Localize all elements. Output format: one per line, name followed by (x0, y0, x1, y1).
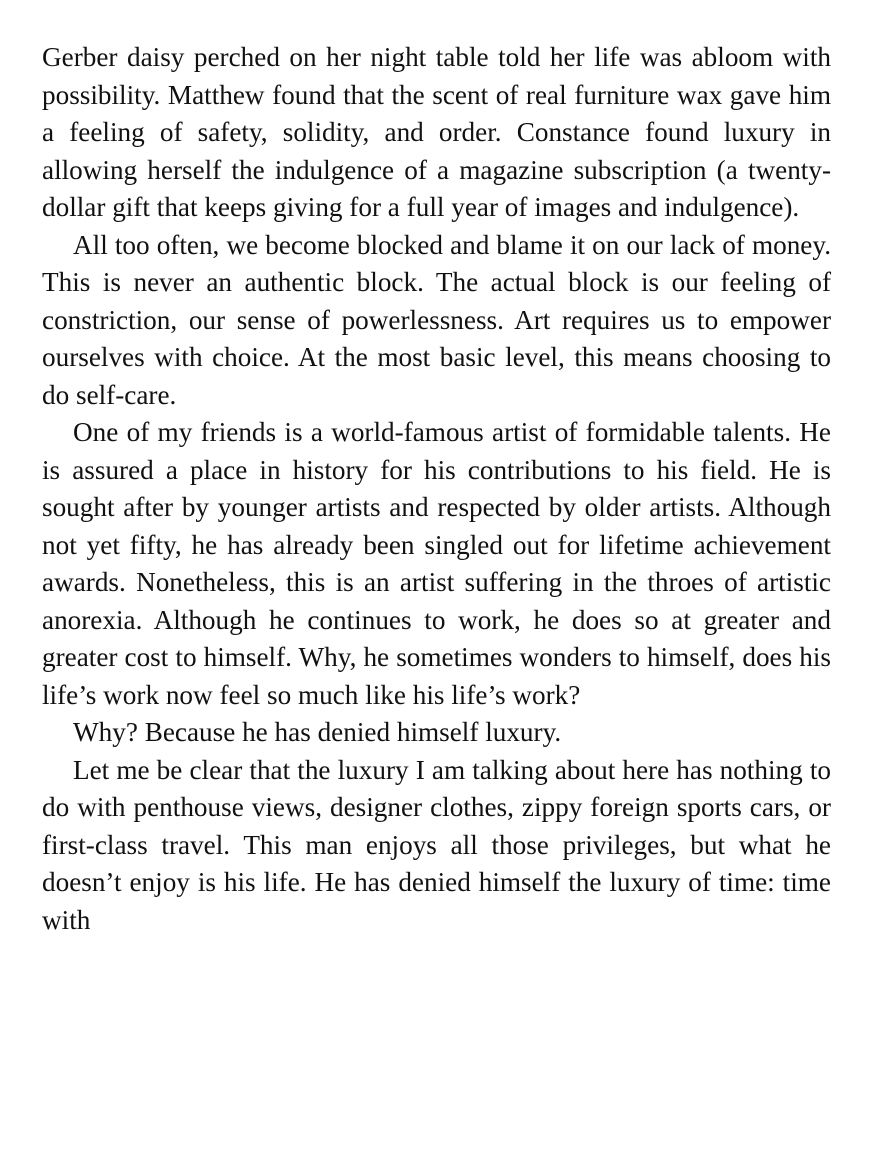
book-page (42, 39, 831, 939)
paragraph-blocked-by-money: All too often, we become blocked and blame it on our lack of money. This is never an authentic block. The actual block is our feeling of constriction, our sense of powerlessness. Art requires us to empower ourselves with choice. At the most basic level, this means choosing to do self-care. (42, 229, 831, 410)
paragraph-continued: Gerber daisy perched on her night table told her life was abloom with possibility. Matthew found that the scent of real furniture wax gave him a feeling of safety, solidity, and order. Constance found luxury in allowing herself the indulgence of a magazine subscription (a twenty-dollar gift that keeps giving for a full year of images and indulgence). (42, 42, 831, 222)
paragraph-famous-artist: One of my friends is a world-famous artist of formidable talents. He is assured a place in history for his contributions to his field. He is sought after by younger artists and respected by older artists. Although not yet fifty, he has already been singled out for lifetime achievement awards. Nonetheless, this is an artist suffering in the throes of artistic anorexia. Although he continues to work, he does so at greater and greater cost to himself. Why, he sometimes wonders to himself, does his life’s work now feel so much like his life’s work? (42, 417, 831, 710)
paragraph-denied-luxury: Why? Because he has denied himself luxury. (73, 717, 562, 747)
paragraph-luxury-defined: Let me be clear that the luxury I am talking about here has nothing to do with penthouse views, designer clothes, zippy foreign sports cars, or first-class travel. This man enjoys all those privileges, but what he doesn’t enjoy is his life. He has denied himself the luxury of time: time with (42, 754, 831, 935)
